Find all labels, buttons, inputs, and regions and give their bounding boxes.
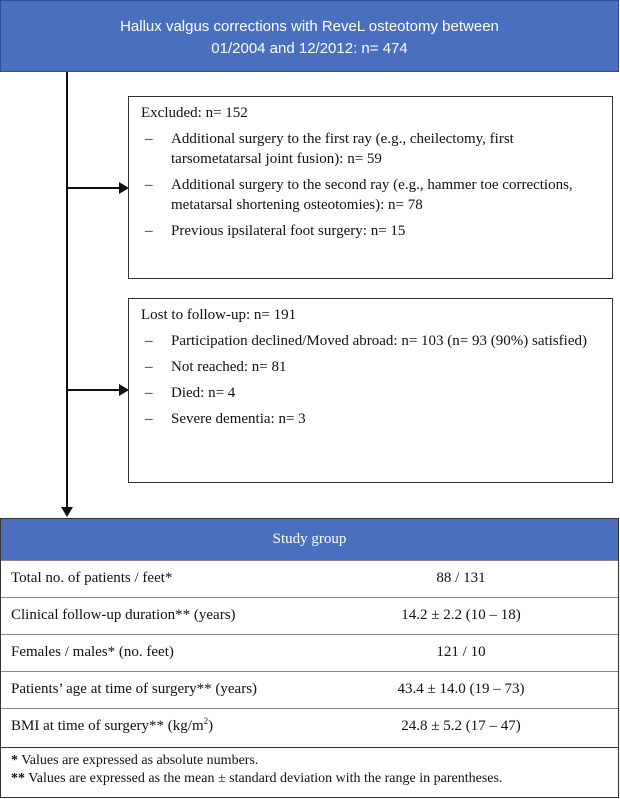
dash-bullet: – — [145, 411, 153, 427]
cohort-box — [0, 0, 619, 72]
dash-bullet: – — [145, 177, 153, 193]
list-item — [141, 383, 602, 403]
excluded-connector-line — [66, 187, 120, 189]
arrow-to-study-group — [61, 507, 73, 517]
table-row — [1, 598, 618, 634]
dash-bullet: – — [145, 223, 153, 239]
list-item — [141, 129, 602, 169]
list-item — [141, 331, 602, 351]
footnote-text: Values are expressed as absolute numbers. — [18, 753, 259, 768]
list-item-text: Additional surgery to the second ray (e.g., hammer toe corrections, metatarsal shortening osteotomies): n= 78 — [171, 177, 573, 213]
list-item-text: Died: n= 4 — [171, 385, 236, 401]
dash-bullet: – — [145, 385, 153, 401]
list-item-text: Previous ipsilateral foot surgery: n= 15 — [171, 223, 406, 239]
footnote-absolute-numbers — [11, 752, 258, 770]
dash-bullet: – — [145, 359, 153, 375]
list-item — [141, 221, 602, 241]
row-label: Patients’ age at time of surgery** (years) — [11, 681, 258, 697]
lost-title: Lost to follow-up: n= 191 — [141, 307, 297, 323]
row-label: Total no. of patients / feet* — [11, 570, 173, 586]
table-row — [1, 672, 618, 708]
row-divider — [1, 747, 618, 748]
footnote-mark: ** — [11, 771, 25, 786]
lost-connector-line — [66, 389, 120, 391]
lost-to-follow-up-box — [128, 298, 613, 483]
row-label: Females / males* (no. feet) — [11, 644, 174, 660]
study-group-table — [0, 518, 619, 798]
row-value: 121 / 10 — [436, 644, 486, 660]
row-value: 24.8 ± 5.2 (17 – 47) — [401, 718, 521, 734]
row-label — [11, 718, 213, 735]
main-connector-line — [66, 72, 68, 508]
list-item — [141, 409, 602, 429]
footnote-mean-sd — [11, 770, 502, 788]
table-row — [1, 561, 618, 597]
excluded-title: Excluded: n= 152 — [141, 105, 248, 121]
list-item-text: Participation declined/Moved abroad: n= 103 (n= 93 (90%) satisfied) — [171, 333, 587, 349]
table-row — [1, 709, 618, 745]
row-value: 14.2 ± 2.2 (10 – 18) — [401, 607, 521, 623]
excluded-box — [128, 96, 613, 279]
footnote-text: Values are expressed as the mean ± standard deviation with the range in parentheses. — [25, 771, 503, 786]
table-row — [1, 635, 618, 671]
study-group-header: Study group — [1, 519, 618, 560]
bmi-label-text: BMI at time of surgery** (kg/m — [11, 718, 204, 734]
list-item — [141, 175, 602, 215]
row-label: Clinical follow-up duration** (years) — [11, 607, 236, 623]
bmi-label-suffix: ) — [208, 718, 214, 734]
bmi-label-superscript: 2 — [203, 716, 209, 726]
row-value: 43.4 ± 14.0 (19 – 73) — [397, 681, 525, 697]
cohort-text-line1: Hallux valgus corrections with ReveL osteotomy between — [120, 18, 499, 35]
list-item — [141, 357, 602, 377]
footnote-mark: * — [11, 753, 18, 768]
dash-bullet: – — [145, 131, 153, 147]
dash-bullet: – — [145, 333, 153, 349]
list-item-text: Severe dementia: n= 3 — [171, 411, 306, 427]
list-item-text: Additional surgery to the first ray (e.g., cheilectomy, first tarsometatarsal joint fusion): n= 59 — [171, 131, 514, 167]
cohort-text-line2: 01/2004 and 12/2012: n= 474 — [211, 40, 408, 57]
list-item-text: Not reached: n= 81 — [171, 359, 287, 375]
row-value: 88 / 131 — [436, 570, 486, 586]
